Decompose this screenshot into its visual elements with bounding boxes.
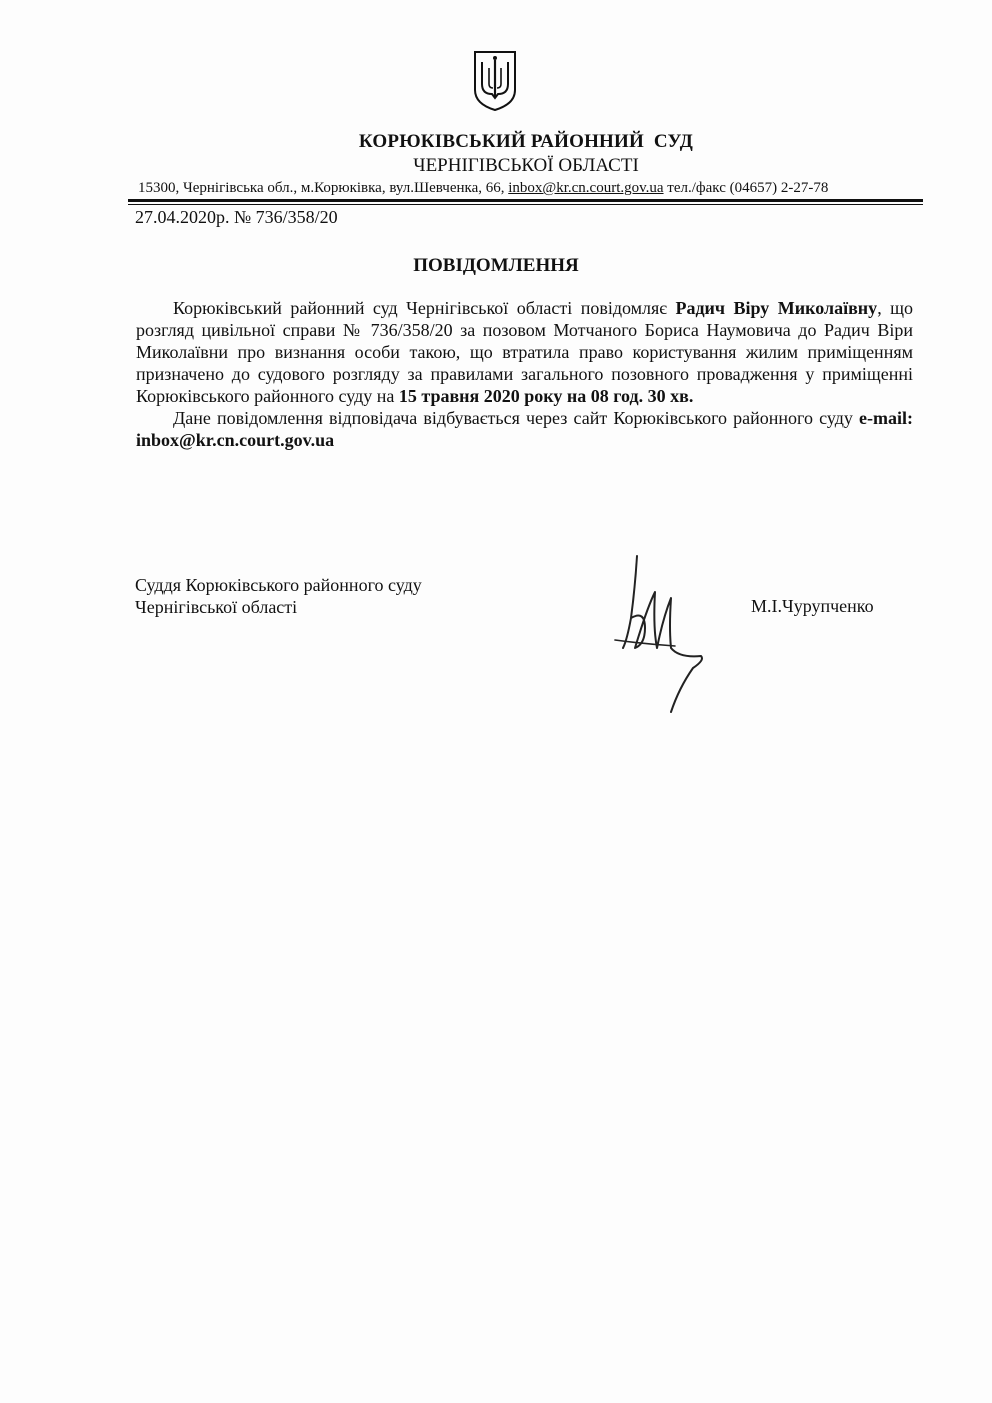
header-divider-thick — [128, 199, 923, 202]
address-email-link[interactable]: inbox@kr.cn.court.gov.ua — [508, 180, 664, 196]
court-name: КОРЮКІВСЬКИЙ РАЙОННИЙ СУД — [358, 131, 694, 152]
position-line-1: Суддя Корюківського районного суду — [135, 575, 422, 595]
court-region: ЧЕРНІГІВСЬКОЇ ОБЛАСТІ — [413, 155, 639, 176]
court-email: e-mail: inbox@kr.cn.court.gov.ua — [136, 408, 913, 450]
hearing-datetime: 15 травня 2020 року на 08 год. 30 хв. — [398, 386, 694, 406]
judge-name: М.І.Чурупченко — [751, 596, 874, 616]
paragraph-1 — [136, 297, 913, 407]
reference-date-number: 27.04.2020р. № 736/358/20 — [135, 207, 338, 227]
judge-position — [135, 574, 422, 618]
paragraph-2 — [136, 407, 913, 451]
phone-fax-text: тел./факс (04657) 2-27-78 — [663, 180, 829, 196]
notice-body — [136, 297, 913, 451]
recipient-name: Радич Віру Миколаївну — [675, 298, 878, 318]
coat-of-arms-icon — [472, 50, 518, 112]
document-title: ПОВІДОМЛЕННЯ — [413, 255, 579, 276]
p1-text-1: Корюківський районний суд Чернігівської області повідомляє — [173, 298, 676, 318]
position-line-2: Чернігівської області — [135, 597, 298, 617]
header-divider-thin — [128, 204, 923, 205]
address-text: 15300, Чернігівська обл., м.Корюківка, вул.Шевченка, 66, — [138, 180, 509, 196]
p2-text: Дане повідомлення відповідача відбувається через сайт Корюківського районного суду — [173, 408, 860, 428]
handwritten-signature — [605, 548, 715, 716]
court-address — [138, 180, 828, 197]
p1-text-2: , що розгляд цивільної справи № 736/358/20 за позовом Мотчаного Бориса Наумовича до Радич Віри Миколаївни про визнання особи такою, що втратила право користування жилим приміщенням призначено до судового розгляду за правилами загального позовного провадження у приміщенні Корюківського районного суду на — [136, 298, 913, 406]
